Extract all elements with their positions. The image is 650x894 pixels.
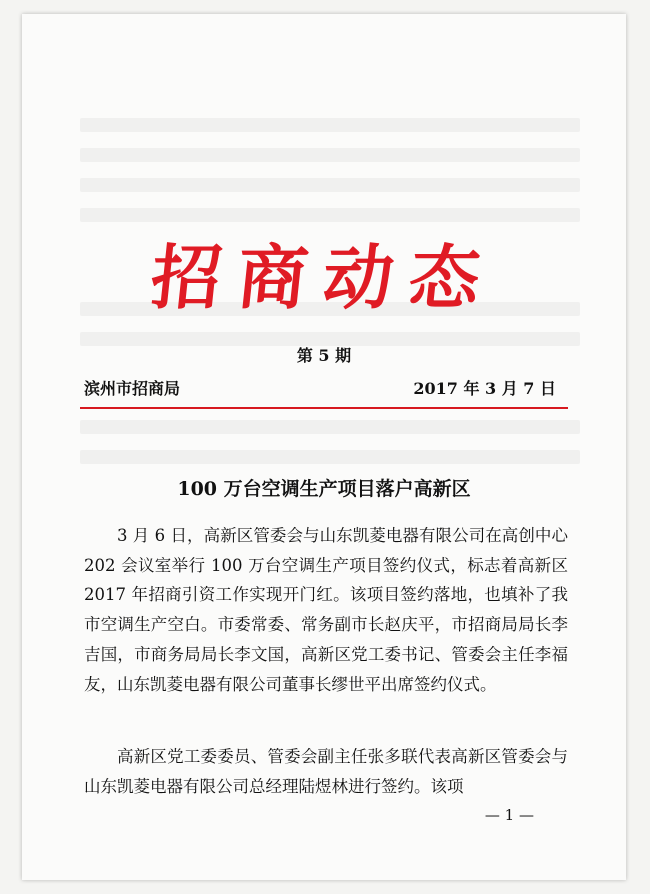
document-page (22, 14, 626, 880)
red-header-rule (80, 407, 568, 409)
page-number: — 1 — (484, 806, 534, 824)
bleed-through-line (80, 118, 580, 132)
issue-date: 2017 年 3 月 7 日 (413, 379, 556, 398)
bleed-through-line (80, 208, 580, 222)
bulletin-masthead: 招商动态 (147, 236, 500, 319)
bleed-through-line (80, 148, 580, 162)
bleed-through-line (80, 178, 580, 192)
issuing-authority: 滨州市招商局 (84, 379, 181, 398)
article-title: 100 万台空调生产项目落户高新区 (177, 478, 471, 500)
article-paragraph: 3 月 6 日，高新区管委会与山东凯菱电器有限公司在高创中心 202 会议室举行 100 万台空调生产项目签约仪式，标志着高新区 2017 年招商引资工作实现开门红。该项目签约落地，也填补了我市空调生产空白。市委常委、常务副市长赵庆平，市招商局局长李吉国，市商务局局长李文国，高新区党工委书记、管委会主任李福友，山东凯菱电器有限公司董事长缪世平出席签约仪式。 (84, 526, 568, 694)
bleed-through-line (80, 420, 580, 434)
article-paragraph: 高新区党工委委员、管委会副主任张多联代表高新区管委会与山东凯菱电器有限公司总经理陆煜林进行签约。该项 (84, 747, 568, 796)
issue-number: 第 5 期 (296, 346, 352, 365)
bleed-through-line (80, 450, 580, 464)
